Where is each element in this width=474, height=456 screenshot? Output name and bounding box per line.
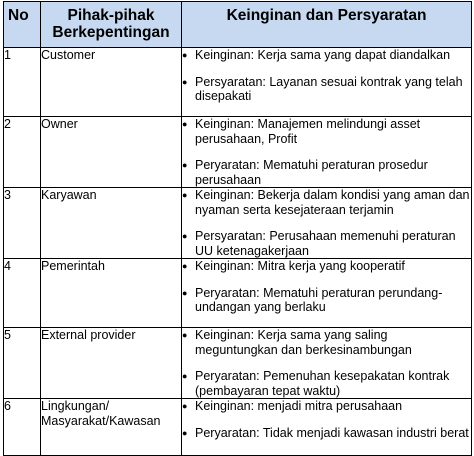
desire-item <box>182 328 471 357</box>
header-requirements: Keinginan dan Persyaratan <box>182 2 472 48</box>
stakeholder-name: Karyawan <box>41 188 182 259</box>
desire-text: Keinginan: Kerja sama yang dapat diandalkan <box>195 48 451 62</box>
row-number: 2 <box>4 117 41 188</box>
bullet-icon: ● <box>182 261 188 271</box>
row-number: 4 <box>4 259 41 328</box>
stakeholder-name: Lingkungan/ Masyarakat/Kawasan <box>41 399 182 456</box>
header-row <box>4 2 472 48</box>
requirement-item <box>182 158 471 187</box>
desire-text: Keinginan: Mitra kerja yang kooperatif <box>195 259 405 273</box>
bullet-icon: ● <box>182 50 188 60</box>
header-no: No <box>4 2 41 48</box>
desire-text: Keinginan: menjadi mitra perusahaan <box>195 399 403 413</box>
bullet-icon: ● <box>182 401 188 411</box>
requirement-text: Peryaratan: Pemenuhan kesepakatan kontrak (pembayaran tepat waktu) <box>195 369 450 398</box>
desire-item <box>182 48 471 63</box>
table-row <box>4 399 472 456</box>
requirement-text: Peryaratan: Mematuhi peraturan perundang-undangan yang berlaku <box>195 285 443 314</box>
requirement-item <box>182 286 471 315</box>
row-number: 3 <box>4 188 41 259</box>
desire-item <box>182 259 471 274</box>
bullet-icon: ● <box>182 330 188 340</box>
desire-text: Keinginan: Manajemen melindungi asset perusahaan, Profit <box>195 117 421 146</box>
table-row <box>4 328 472 399</box>
header-stakeholder-line2: Berkepentingan <box>52 24 170 41</box>
table-row <box>4 259 472 328</box>
stakeholder-name: Pemerintah <box>41 259 182 328</box>
requirement-item <box>182 229 471 258</box>
bullet-icon: ● <box>182 190 188 200</box>
stakeholder-table <box>3 1 472 456</box>
requirement-item <box>182 426 471 441</box>
desire-item <box>182 399 471 414</box>
row-number: 6 <box>4 399 41 456</box>
table-row <box>4 188 472 259</box>
bullet-icon: ● <box>182 231 188 241</box>
requirements-cell <box>182 48 472 117</box>
stakeholder-name: External provider <box>41 328 182 399</box>
bullet-icon: ● <box>182 427 188 438</box>
table-row <box>4 117 472 188</box>
desire-item <box>182 188 471 217</box>
desire-item <box>182 117 471 146</box>
header-stakeholder <box>41 2 182 48</box>
requirements-cell <box>182 328 472 399</box>
stakeholder-name: Owner <box>41 117 182 188</box>
requirement-text: Persyaratan: Perusahaan memenuhi peraturan UU ketenagakerjaan <box>195 229 456 258</box>
bullet-icon: ● <box>182 76 188 87</box>
row-number: 5 <box>4 328 41 399</box>
requirement-text: Peryaratan: Tidak menjadi kawasan industri berat <box>195 425 469 440</box>
desire-text: Keinginan: Bekerja dalam kondisi yang aman dan nyaman serta kesejateraan terjamin <box>195 188 470 217</box>
bullet-icon: ● <box>182 371 188 381</box>
requirements-cell <box>182 188 472 259</box>
bullet-icon: ● <box>182 119 188 129</box>
requirements-cell <box>182 259 472 328</box>
row-number: 1 <box>4 48 41 117</box>
requirements-cell <box>182 117 472 188</box>
requirement-item <box>182 75 471 104</box>
desire-text: Keinginan: Kerja sama yang saling meguntungkan dan berkesinambungan <box>195 328 412 357</box>
requirement-item <box>182 369 471 398</box>
requirement-text: Peryaratan: Mematuhi peraturan prosedur perusahaan <box>195 158 428 187</box>
bullet-icon: ● <box>182 287 188 298</box>
stakeholder-name: Customer <box>41 48 182 117</box>
table-row <box>4 48 472 117</box>
requirement-text: Persyaratan: Layanan sesuai kontrak yang telah disepakati <box>195 74 463 103</box>
bullet-icon: ● <box>182 160 188 170</box>
header-stakeholder-line1: Pihak-pihak <box>67 7 155 24</box>
requirements-cell <box>182 399 472 456</box>
